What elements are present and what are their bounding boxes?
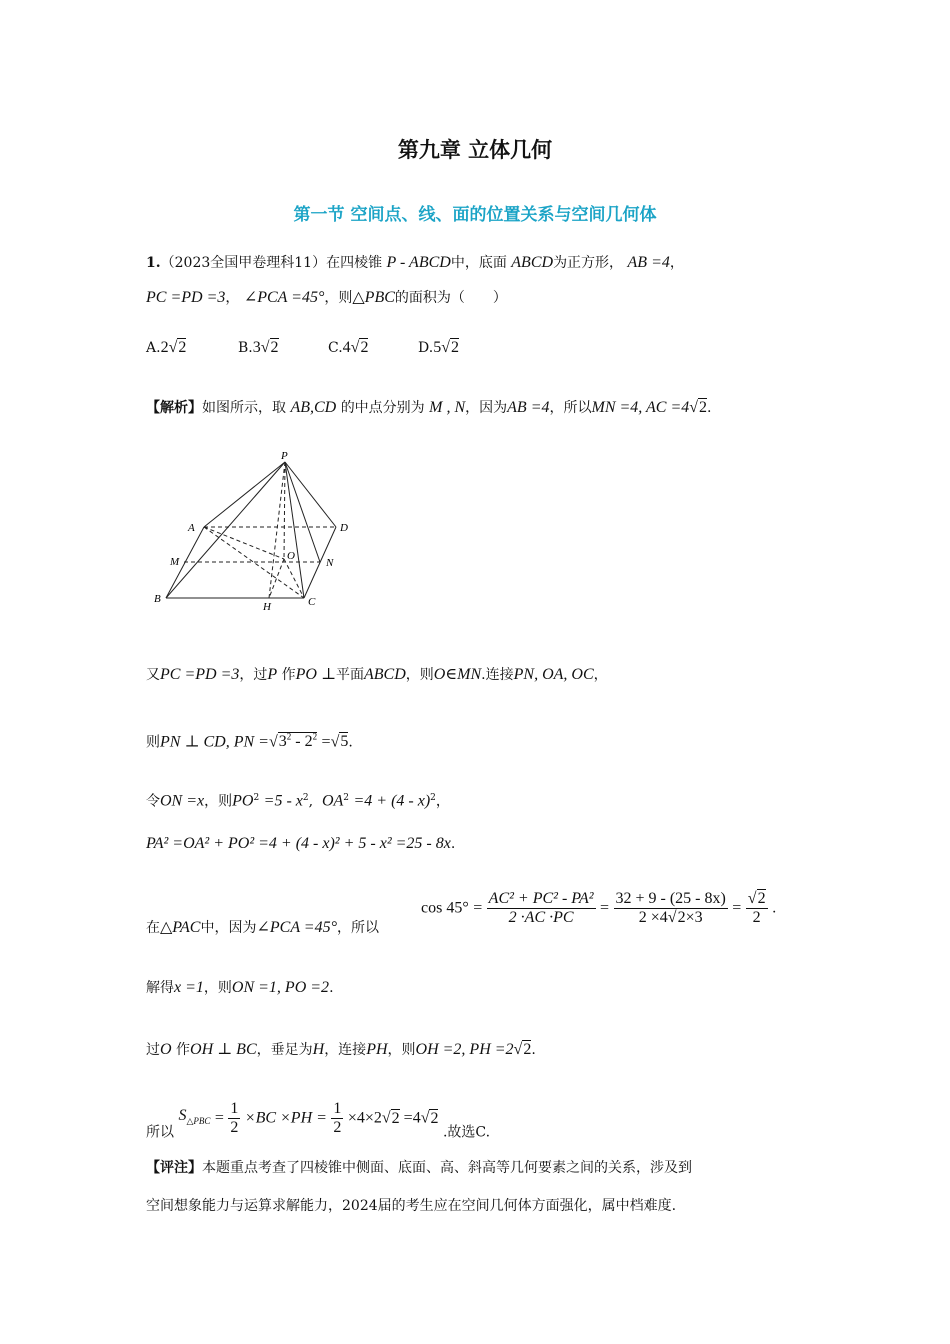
label-a: A [188,522,195,534]
solution-tag: 【解析】 [146,400,202,416]
comment-line-1: 【评注】本题重点考查了四棱锥中侧面、底面、高、斜高等几何要素之间的关系，涉及到 [146,1160,692,1176]
label-p: P [281,450,288,462]
solution-line-7: 解得x =1，则ON =1, PO =2. [146,979,334,996]
problem-number: 1. [146,255,161,271]
fraction-1: $\frac{\text{AC² + PC² - PA²}}{2 \cdot AC \cdot PC}$ [488,890,594,926]
option-d[interactable]: D.5√2 [418,339,459,356]
comment-tag: 【评注】 [146,1160,202,1176]
fraction-3: $\frac{√2}{2}$ [747,890,766,926]
solution-line-6-text: 在△PAC中，因为∠PCA =45°，所以 [146,919,379,936]
label-o: O [287,550,295,562]
label-d: D [340,522,348,534]
problem-source: （2023全国甲卷理科11） [160,255,327,271]
section-title: 第一节 空间点、线、面的位置关系与空间几何体 [293,205,657,225]
pyramid-name: P - ABCD [386,254,451,271]
pyramid-figure [150,448,360,618]
fraction-2: $\frac{32 + 9 - (25 - 8x)}{2 \times 4√2\times 3}$ [615,890,726,926]
solution-line-3: 则PN ⊥ CD, PN $=√3^2 - 2^2 =√5$. [146,732,353,751]
solution-line-4: 令ON =x，则$PO^2 =5 - x^2$, $OA^2 =4 + (4 - x)^2$， [146,792,450,810]
comment-line-2: 空间想象能力与运算求解能力，2024届的考生应在空间几何体方面强化，属中档难度. [146,1198,677,1214]
problem-line-1: 1.（2023全国甲卷理科11）在四棱锥 P - ABCD中，底面 ABCD为正方形， AB =4， [146,254,684,271]
problem-line-2: PC =PD =3， ∠PCA =45°，则△PBC的面积为（ ） [146,289,507,306]
solution-line-9: 所以 $S_{\triangle PBC}$ = $\frac{1}{2}$ ×BC ×PH = $\frac{1}{2}$ ×4×2√2 =4√2 .故选C. [146,1100,491,1141]
option-a[interactable]: A.2√2 [146,339,187,356]
solution-line-1: 【解析】如图所示，取 AB,CD 的中点分别为 M , N，因为AB =4，所以MN =4, AC =4√2. [146,399,712,416]
label-m: M [170,556,180,568]
solution-line-2: 又PC =PD =3，过P 作PO ⊥平面ABCD，则O∈MN.连接PN, OA, OC， [146,666,608,683]
solution-line-5: PA² =OA² + PO² =4 + (4 - x)² + 5 - x² =25 - 8x. [146,835,456,852]
option-b[interactable]: B.3√2 [238,339,279,356]
label-n: N [326,557,334,569]
label-b: B [154,593,161,605]
label-h: H [263,601,271,613]
solution-line-8: 过O 作OH ⊥ BC，垂足为H，连接PH，则OH =2, PH =2√2. [146,1041,536,1058]
label-c: C [308,596,316,608]
cos-formula: cos 45° = $\frac{\text{AC² + PC² - PA²}}{2 \cdot AC \cdot PC}$ = $\frac{32 + 9 - (25 - 8x)}{2 \times 4√2\times 3}$ = $\frac{√2}{2}$ . [421,890,777,926]
chapter-title: 第九章 立体几何 [397,137,553,162]
option-c[interactable]: C.4√2 [328,339,369,356]
